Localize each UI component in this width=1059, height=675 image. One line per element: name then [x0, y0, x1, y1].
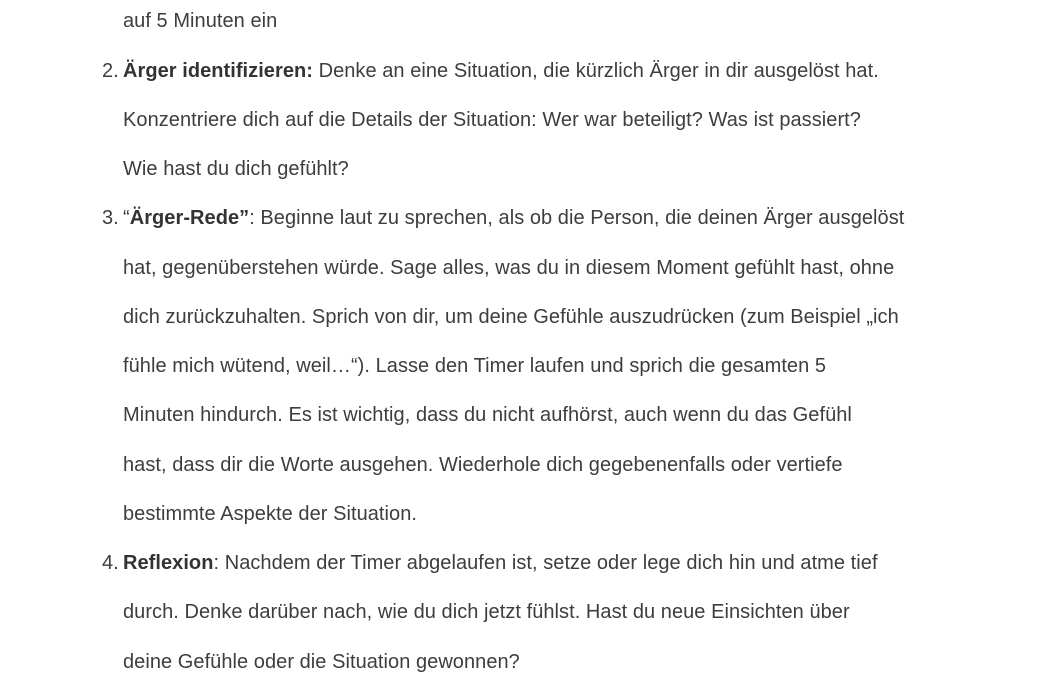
- list-item-1-tail: auf 5 Minuten ein: [123, 10, 278, 32]
- list-item-4-line-1: [123, 551, 878, 575]
- item-text: : Beginne laut zu sprechen, als ob die Person, die deinen Ärger ausgelöst: [249, 207, 905, 229]
- list-item-3-line-7: bestimmte Aspekte der Situation.: [123, 503, 417, 525]
- list-item-3-line-4: fühle mich wütend, weil…“). Lasse den Timer laufen und sprich die gesamten 5: [123, 355, 827, 377]
- list-item-3-line-5: Minuten hindurch. Es ist wichtig, dass du nicht aufhörst, auch wenn du das Gefühl: [123, 404, 852, 426]
- list-item-2-line-3: Wie hast du dich gefühlt?: [123, 158, 349, 180]
- list-item-4-line-3: deine Gefühle oder die Situation gewonnen?: [123, 651, 520, 673]
- list-item-2-line-2: Konzentriere dich auf die Details der Situation: Wer war beteiligt? Was ist passiert?: [123, 109, 861, 131]
- list-item-3-line-1: [123, 206, 904, 230]
- list-item-4-line-2: durch. Denke darüber nach, wie du dich jetzt fühlst. Hast du neue Einsichten über: [123, 601, 850, 623]
- item-heading: Reflexion: [123, 552, 214, 574]
- list-item-3-line-2: hat, gegenüberstehen würde. Sage alles, was du in diesem Moment gefühlt hast, ohne: [123, 257, 895, 279]
- list-number: 4.: [102, 552, 119, 574]
- list-number: 2.: [102, 60, 119, 82]
- item-text: Denke an eine Situation, die kürzlich Ärger in dir ausgelöst hat.: [312, 60, 879, 82]
- item-heading: Ärger identifizieren:: [123, 60, 313, 82]
- item-heading: Ärger-Rede”: [129, 207, 250, 229]
- list-item-3-line-3: dich zurückzuhalten. Sprich von dir, um deine Gefühle auszudrücken (zum Beispiel „ich: [123, 306, 899, 328]
- list-item-2-line-1: [123, 59, 879, 83]
- list-number: 3.: [102, 207, 119, 229]
- item-text: : Nachdem der Timer abgelaufen ist, setze oder lege dich hin und atme tief: [213, 552, 878, 574]
- quote-mark: “: [123, 207, 130, 229]
- list-item-3-line-6: hast, dass dir die Worte ausgehen. Wiederhole dich gegebenenfalls oder vertiefe: [123, 454, 843, 476]
